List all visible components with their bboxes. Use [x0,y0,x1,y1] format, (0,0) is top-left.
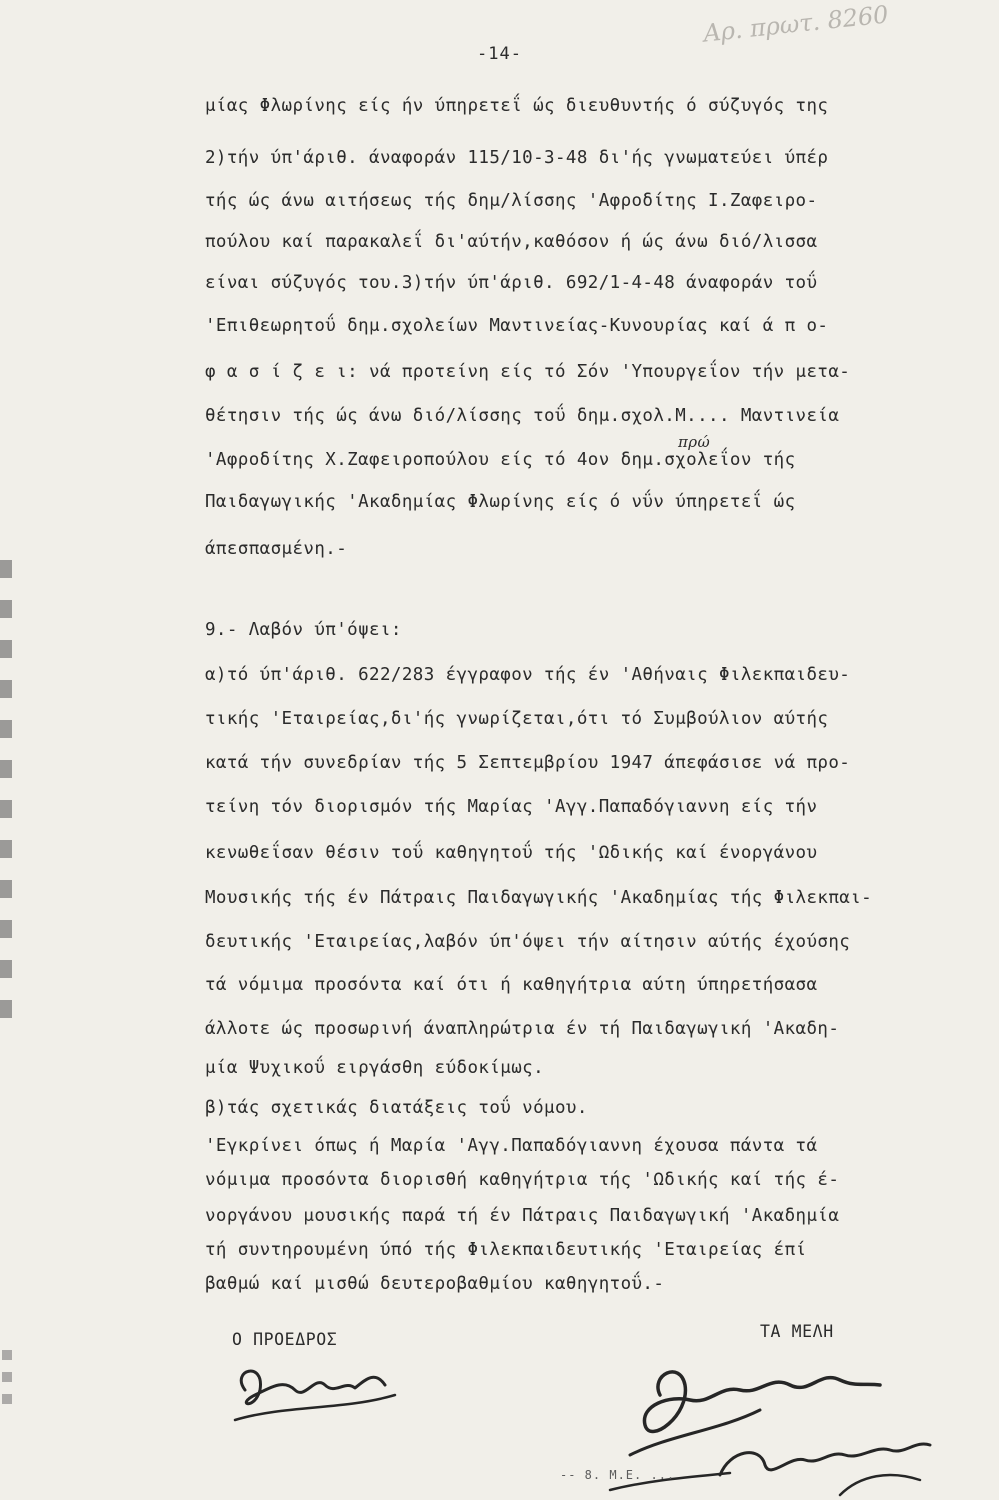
text-line: νόμιμα προσόντα διορισθή καθηγήτρια τής 'Ωδικής καί τής έ- [205,1170,840,1190]
text-line: 'Επιθεωρητοΰ δημ.σχολείων Μαντινείας-Κυνουρίας καί ά π ο- [205,316,829,336]
text-line: μία Ψυχικοΰ ειργάσθη εύδοκίμως. [205,1058,545,1078]
text-line: τικής 'Εταιρείας,δι'ής γνωρίζεται,ότι τό Συμβούλιον αύτής [205,709,829,729]
text-line: θέτησιν τής ώς άνω διό/λίσσης τοΰ δημ.σχολ.Μ.... Μαντινεία [205,406,840,426]
text-line: 'Αφροδίτης Χ.Ζαφειροπούλου είς τό 4ον δημ.σχολεΐον τής [205,450,796,470]
text-line: μίας Φλωρίνης είς ήν ύπηρετεΐ ώς διευθυντής ό σύζυγός της [205,96,829,116]
text-line: δευτικής 'Εταιρείας,λαβόν ύπ'όψει τήν αίτησιν αύτής έχούσης [205,932,851,952]
text-line: νοργάνου μουσικής παρά τή έν Πάτραις Παιδαγωγική 'Ακαδημία [205,1206,840,1226]
handwritten-registry-note: Αρ. πρωτ. 8260 [702,0,890,48]
text-line: 2)τήν ύπ'άριθ. άναφοράν 115/10-3-48 δι'ής γνωματεύει ύπέρ [205,148,829,168]
president-signature [225,1350,405,1430]
interline-handwritten-note: πρώ [678,433,711,451]
text-line: Μουσικής τής έν Πάτραις Παιδαγωγικής 'Ακαδημίας τής Φιλεκπαι- [205,888,873,908]
text-line: είναι σύζυγός του.3)τήν ύπ'άριθ. 692/1-4-48 άναφοράν τοΰ [205,273,818,293]
text-line: άπεσπασμένη.- [205,539,348,559]
text-line: κενωθεΐσαν θέσιν τοΰ καθηγητοΰ τής 'Ωδικής καί ένοργάνου [205,843,818,863]
page-footer: -- 8. М.Е. ... [560,1468,676,1482]
members-label: ΤΑ ΜΕΛΗ [760,1322,834,1341]
text-line: φ α σ ί ζ ε ι: νά προτείνη είς τό Σόν 'Υπουργεΐον τήν μετα- [205,362,851,382]
scan-edge-marks-lower [2,1350,12,1410]
text-line: 'Εγκρίνει όπως ή Μαρία 'Αγγ.Παπαδόγιαννη έχουσα πάντα τά [205,1136,818,1156]
text-line: πούλου καί παρακαλεΐ δι'αύτήν,καθόσον ή ώς άνω διό/λισσα [205,232,818,252]
text-line: κατά τήν συνεδρίαν τής 5 Σεπτεμβρίου 1947 άπεφάσισε νά προ- [205,753,851,773]
text-line: Παιδαγωγικής 'Ακαδημίας Φλωρίνης είς ό νΰν ύπηρετεΐ ώς [205,492,796,512]
text-line: τά νόμιμα προσόντα καί ότι ή καθηγήτρια αύτη ύπηρετήσασα [205,975,818,995]
text-line: τής ώς άνω αιτήσεως τής δημ/λίσσης 'Αφροδίτης Ι.Ζαφειρο- [205,191,818,211]
president-label: Ο ΠΡΟΕΔΡΟΣ [232,1330,338,1349]
scan-edge-marks [0,560,12,1040]
text-line: α)τό ύπ'άριθ. 622/283 έγγραφον τής έν 'Αθήναις Φιλεκπαιδευ- [205,665,851,685]
text-line: τείνη τόν διορισμόν τής Μαρίας 'Αγγ.Παπαδόγιαννη είς τήν [205,797,818,817]
text-line: β)τάς σχετικάς διατάξεις τοΰ νόμου. [205,1098,588,1118]
section-heading: 9.- Λαβόν ύπ'όψει: [205,620,402,640]
text-line: άλλοτε ώς προσωρινή άναπληρώτρια έν τή Παιδαγωγική 'Ακαδη- [205,1019,840,1039]
page-number: -14- [477,44,522,64]
text-line: τή συντηρουμένη ύπό τής Φιλεκπαιδευτικής 'Εταιρείας έπί [205,1240,807,1260]
text-line: βαθμώ καί μισθώ δευτεροβαθμίου καθηγητοΰ.- [205,1274,665,1294]
